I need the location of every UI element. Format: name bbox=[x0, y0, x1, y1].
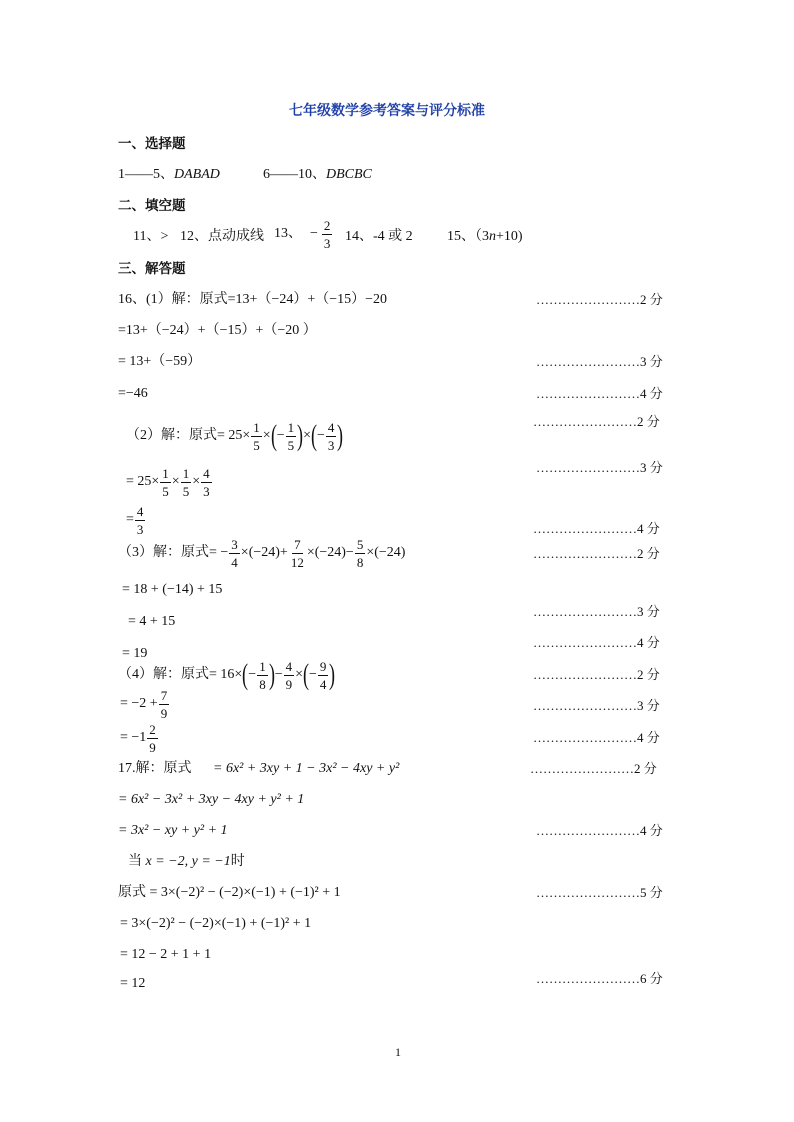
q16-3-line3: = 4 + 15 bbox=[128, 614, 176, 629]
score-q16-4-4: ……………………4 分 bbox=[533, 730, 660, 745]
times-sign: × bbox=[295, 667, 304, 682]
times-sign: × bbox=[171, 474, 180, 489]
q16-3-mid2: ×(−24)− bbox=[306, 545, 354, 560]
q17-cond-prefix: 当 bbox=[128, 854, 146, 869]
q16-3-line2: = 18 + (−14) + 15 bbox=[122, 582, 223, 597]
fraction-numerator: 4 bbox=[327, 419, 335, 435]
q17-line5 bbox=[118, 886, 341, 900]
score-q16-2-2: ……………………2 分 bbox=[533, 414, 660, 429]
minus-sign: − bbox=[309, 667, 317, 682]
section-solve-heading: 三、解答题 bbox=[118, 261, 186, 276]
q16-2-line2 bbox=[126, 462, 213, 502]
page-title: 七年级数学参考答案与评分标准 bbox=[289, 104, 485, 119]
score-q16-2-3: ……………………3 分 bbox=[536, 460, 663, 475]
score-q16-4-2: ……………………2 分 bbox=[533, 667, 660, 682]
fraction-numerator: 4 bbox=[136, 503, 144, 519]
q16-4-line3 bbox=[120, 720, 159, 756]
fraction-numerator: 2 bbox=[323, 217, 331, 233]
fraction-denominator: 4 bbox=[319, 676, 327, 692]
fraction-denominator: 3 bbox=[136, 521, 144, 537]
fraction bbox=[135, 505, 146, 536]
left-paren: ( bbox=[303, 658, 310, 691]
q17-condition bbox=[128, 855, 245, 869]
q16-2-line3 bbox=[126, 502, 146, 538]
fraction-denominator: 8 bbox=[356, 554, 364, 570]
fill-q15-n: n bbox=[489, 229, 496, 244]
minus-sign: − bbox=[276, 428, 285, 443]
fill-q13-label: 13、 bbox=[274, 226, 302, 241]
fraction-denominator: 3 bbox=[203, 483, 210, 499]
fraction bbox=[318, 660, 329, 691]
choice-value-6-10: DBCBC bbox=[326, 167, 372, 182]
right-paren: ) bbox=[329, 658, 336, 691]
fill-q12: 12、点动成线 bbox=[180, 229, 264, 244]
q16-4-l3-eq: = −1 bbox=[120, 730, 147, 745]
choice-answers-6-10 bbox=[263, 168, 372, 182]
q16-2-prefix: （2）解：原式 bbox=[126, 428, 217, 443]
minus-sign: − bbox=[274, 667, 283, 682]
q17-line2: = 6x² − 3x² + 3xy − 4xy + y² + 1 bbox=[118, 792, 305, 807]
q17-cond-expr: x = −2, y = −1 bbox=[145, 854, 231, 869]
q16-3-prefix: （3）解：原式 bbox=[118, 545, 209, 560]
fraction-denominator: 5 bbox=[287, 437, 295, 453]
q16-4-eq: = 16× bbox=[209, 667, 243, 682]
fraction-denominator: 9 bbox=[285, 676, 293, 692]
score-q17-5: ……………………5 分 bbox=[536, 885, 663, 900]
q17-l5-prefix: 原式 bbox=[118, 885, 150, 900]
page-number: 1 bbox=[395, 1045, 401, 1059]
q16-4-line2 bbox=[120, 686, 170, 722]
fill-q15 bbox=[447, 230, 523, 244]
fraction-numerator: 7 bbox=[294, 536, 301, 552]
fraction-denominator: 5 bbox=[182, 483, 190, 499]
q16-1-line3: = 13+（−59） bbox=[118, 354, 202, 369]
left-paren: ( bbox=[311, 419, 318, 452]
fraction-numerator: 3 bbox=[231, 536, 238, 552]
right-paren: ) bbox=[337, 419, 344, 452]
fraction-denominator: 4 bbox=[231, 554, 238, 570]
fraction-denominator: 9 bbox=[149, 739, 156, 755]
fraction bbox=[289, 538, 306, 569]
choice-label-1-5: 1——5、 bbox=[118, 167, 174, 182]
left-paren: ( bbox=[242, 658, 249, 691]
section-choice-heading: 一、选择题 bbox=[118, 136, 186, 151]
fraction-numerator: 1 bbox=[182, 465, 190, 481]
fraction bbox=[355, 538, 366, 569]
q16-3-line1 bbox=[118, 534, 405, 572]
q17-prefix: 17.解：原式 bbox=[118, 761, 195, 776]
fill-q15-expr-b: +10) bbox=[496, 229, 523, 244]
fraction bbox=[257, 660, 268, 691]
times-sign: × bbox=[262, 428, 271, 443]
fraction bbox=[286, 421, 297, 452]
q17-l5-expr: = 3×(−2)² − (−2)×(−1) + (−1)² + 1 bbox=[149, 885, 341, 900]
fraction bbox=[147, 723, 158, 754]
fraction bbox=[181, 467, 192, 498]
choice-label-6-10: 6——10、 bbox=[263, 167, 326, 182]
fraction-denominator: 3 bbox=[323, 235, 331, 251]
fraction-denominator: 12 bbox=[290, 554, 304, 570]
q16-3-mid1: ×(−24)+ bbox=[240, 545, 288, 560]
fill-q15-expr-a: （3 bbox=[475, 229, 489, 244]
score-q16-1-2: ……………………2 分 bbox=[536, 292, 663, 307]
fraction bbox=[284, 660, 295, 691]
fraction-denominator: 5 bbox=[253, 437, 260, 453]
score-q16-3-3: ……………………3 分 bbox=[533, 604, 660, 619]
q16-3-eq: = − bbox=[209, 545, 229, 560]
fraction-denominator: 3 bbox=[327, 437, 335, 453]
fraction bbox=[201, 467, 212, 498]
fraction-numerator: 9 bbox=[319, 658, 327, 674]
right-paren: ) bbox=[297, 419, 304, 452]
q17-cond-suffix: 时 bbox=[230, 854, 245, 869]
q16-2-line1 bbox=[126, 413, 343, 459]
fraction-numerator: 5 bbox=[356, 536, 364, 552]
q16-1-line4: =−46 bbox=[118, 386, 148, 401]
fill-q13 bbox=[274, 214, 333, 254]
q16-3-end: ×(−24) bbox=[366, 545, 406, 560]
score-q16-3-2: ……………………2 分 bbox=[533, 546, 660, 561]
score-q17-4: ……………………4 分 bbox=[536, 823, 663, 838]
fraction-numerator: 1 bbox=[253, 419, 260, 435]
q16-2-l2-eq: = 25× bbox=[126, 474, 160, 489]
fraction-numerator: 2 bbox=[149, 721, 156, 737]
q16-1-line1: 16、(1）解：原式=13+（−24）+（−15）−20 bbox=[118, 292, 388, 307]
q17-line1 bbox=[118, 762, 399, 776]
fill-q14: 14、-4 或 2 bbox=[345, 229, 413, 244]
fraction-numerator: 1 bbox=[259, 658, 266, 674]
fraction-numerator: 7 bbox=[160, 687, 168, 703]
fraction-2-3 bbox=[322, 219, 333, 250]
score-q17-2: ……………………2 分 bbox=[530, 761, 657, 776]
q16-3-line4: = 19 bbox=[122, 646, 148, 661]
fraction-numerator: 1 bbox=[287, 419, 295, 435]
times-sign: × bbox=[303, 428, 312, 443]
fraction-numerator: 1 bbox=[162, 465, 169, 481]
q17-expr: = 6x² + 3xy + 1 − 3x² − 4xy + y² bbox=[213, 761, 400, 776]
q17-line8: = 12 bbox=[120, 976, 146, 991]
fill-q13-sign: − bbox=[310, 226, 318, 241]
fraction bbox=[229, 538, 240, 569]
fraction-denominator: 9 bbox=[160, 705, 168, 721]
minus-sign: − bbox=[248, 667, 257, 682]
fraction-denominator: 5 bbox=[162, 483, 169, 499]
q16-2-l3-eq: = bbox=[126, 512, 134, 527]
choice-value-1-5: DABAD bbox=[174, 167, 220, 182]
q16-1-line2: =13+（−24）+（−15）+（−20 ） bbox=[118, 323, 317, 338]
score-q16-3-4: ……………………4 分 bbox=[533, 635, 660, 650]
left-paren: ( bbox=[270, 419, 277, 452]
q17-line6: = 3×(−2)² − (−2)×(−1) + (−1)² + 1 bbox=[120, 916, 312, 931]
q16-4-l2-eq: = −2 + bbox=[120, 696, 158, 711]
choice-answers-1-5 bbox=[118, 168, 220, 182]
q17-line7: = 12 − 2 + 1 + 1 bbox=[120, 947, 212, 962]
fraction-numerator: 4 bbox=[203, 465, 210, 481]
score-q16-4-3: ……………………3 分 bbox=[533, 698, 660, 713]
score-q17-6: ……………………6 分 bbox=[536, 971, 663, 986]
times-sign: × bbox=[192, 474, 201, 489]
score-q16-2-4: ……………………4 分 bbox=[533, 521, 660, 536]
q16-2-eq: = 25× bbox=[217, 428, 251, 443]
fraction bbox=[160, 467, 171, 498]
fraction-denominator: 8 bbox=[259, 676, 266, 692]
fraction bbox=[251, 421, 262, 452]
score-q16-1-4: ……………………4 分 bbox=[536, 386, 663, 401]
fraction bbox=[159, 689, 170, 720]
right-paren: ) bbox=[268, 658, 275, 691]
fraction bbox=[326, 421, 337, 452]
q16-4-prefix: （4）解：原式 bbox=[118, 667, 209, 682]
score-q16-1-3: ……………………3 分 bbox=[536, 354, 663, 369]
fraction-numerator: 4 bbox=[285, 658, 293, 674]
section-fill-heading: 二、填空题 bbox=[118, 198, 186, 213]
minus-sign: − bbox=[317, 428, 325, 443]
q17-line3: = 3x² − xy + y² + 1 bbox=[118, 823, 228, 838]
fill-q15-label: 15、 bbox=[447, 229, 475, 244]
fill-q11: 11、> bbox=[133, 229, 169, 244]
